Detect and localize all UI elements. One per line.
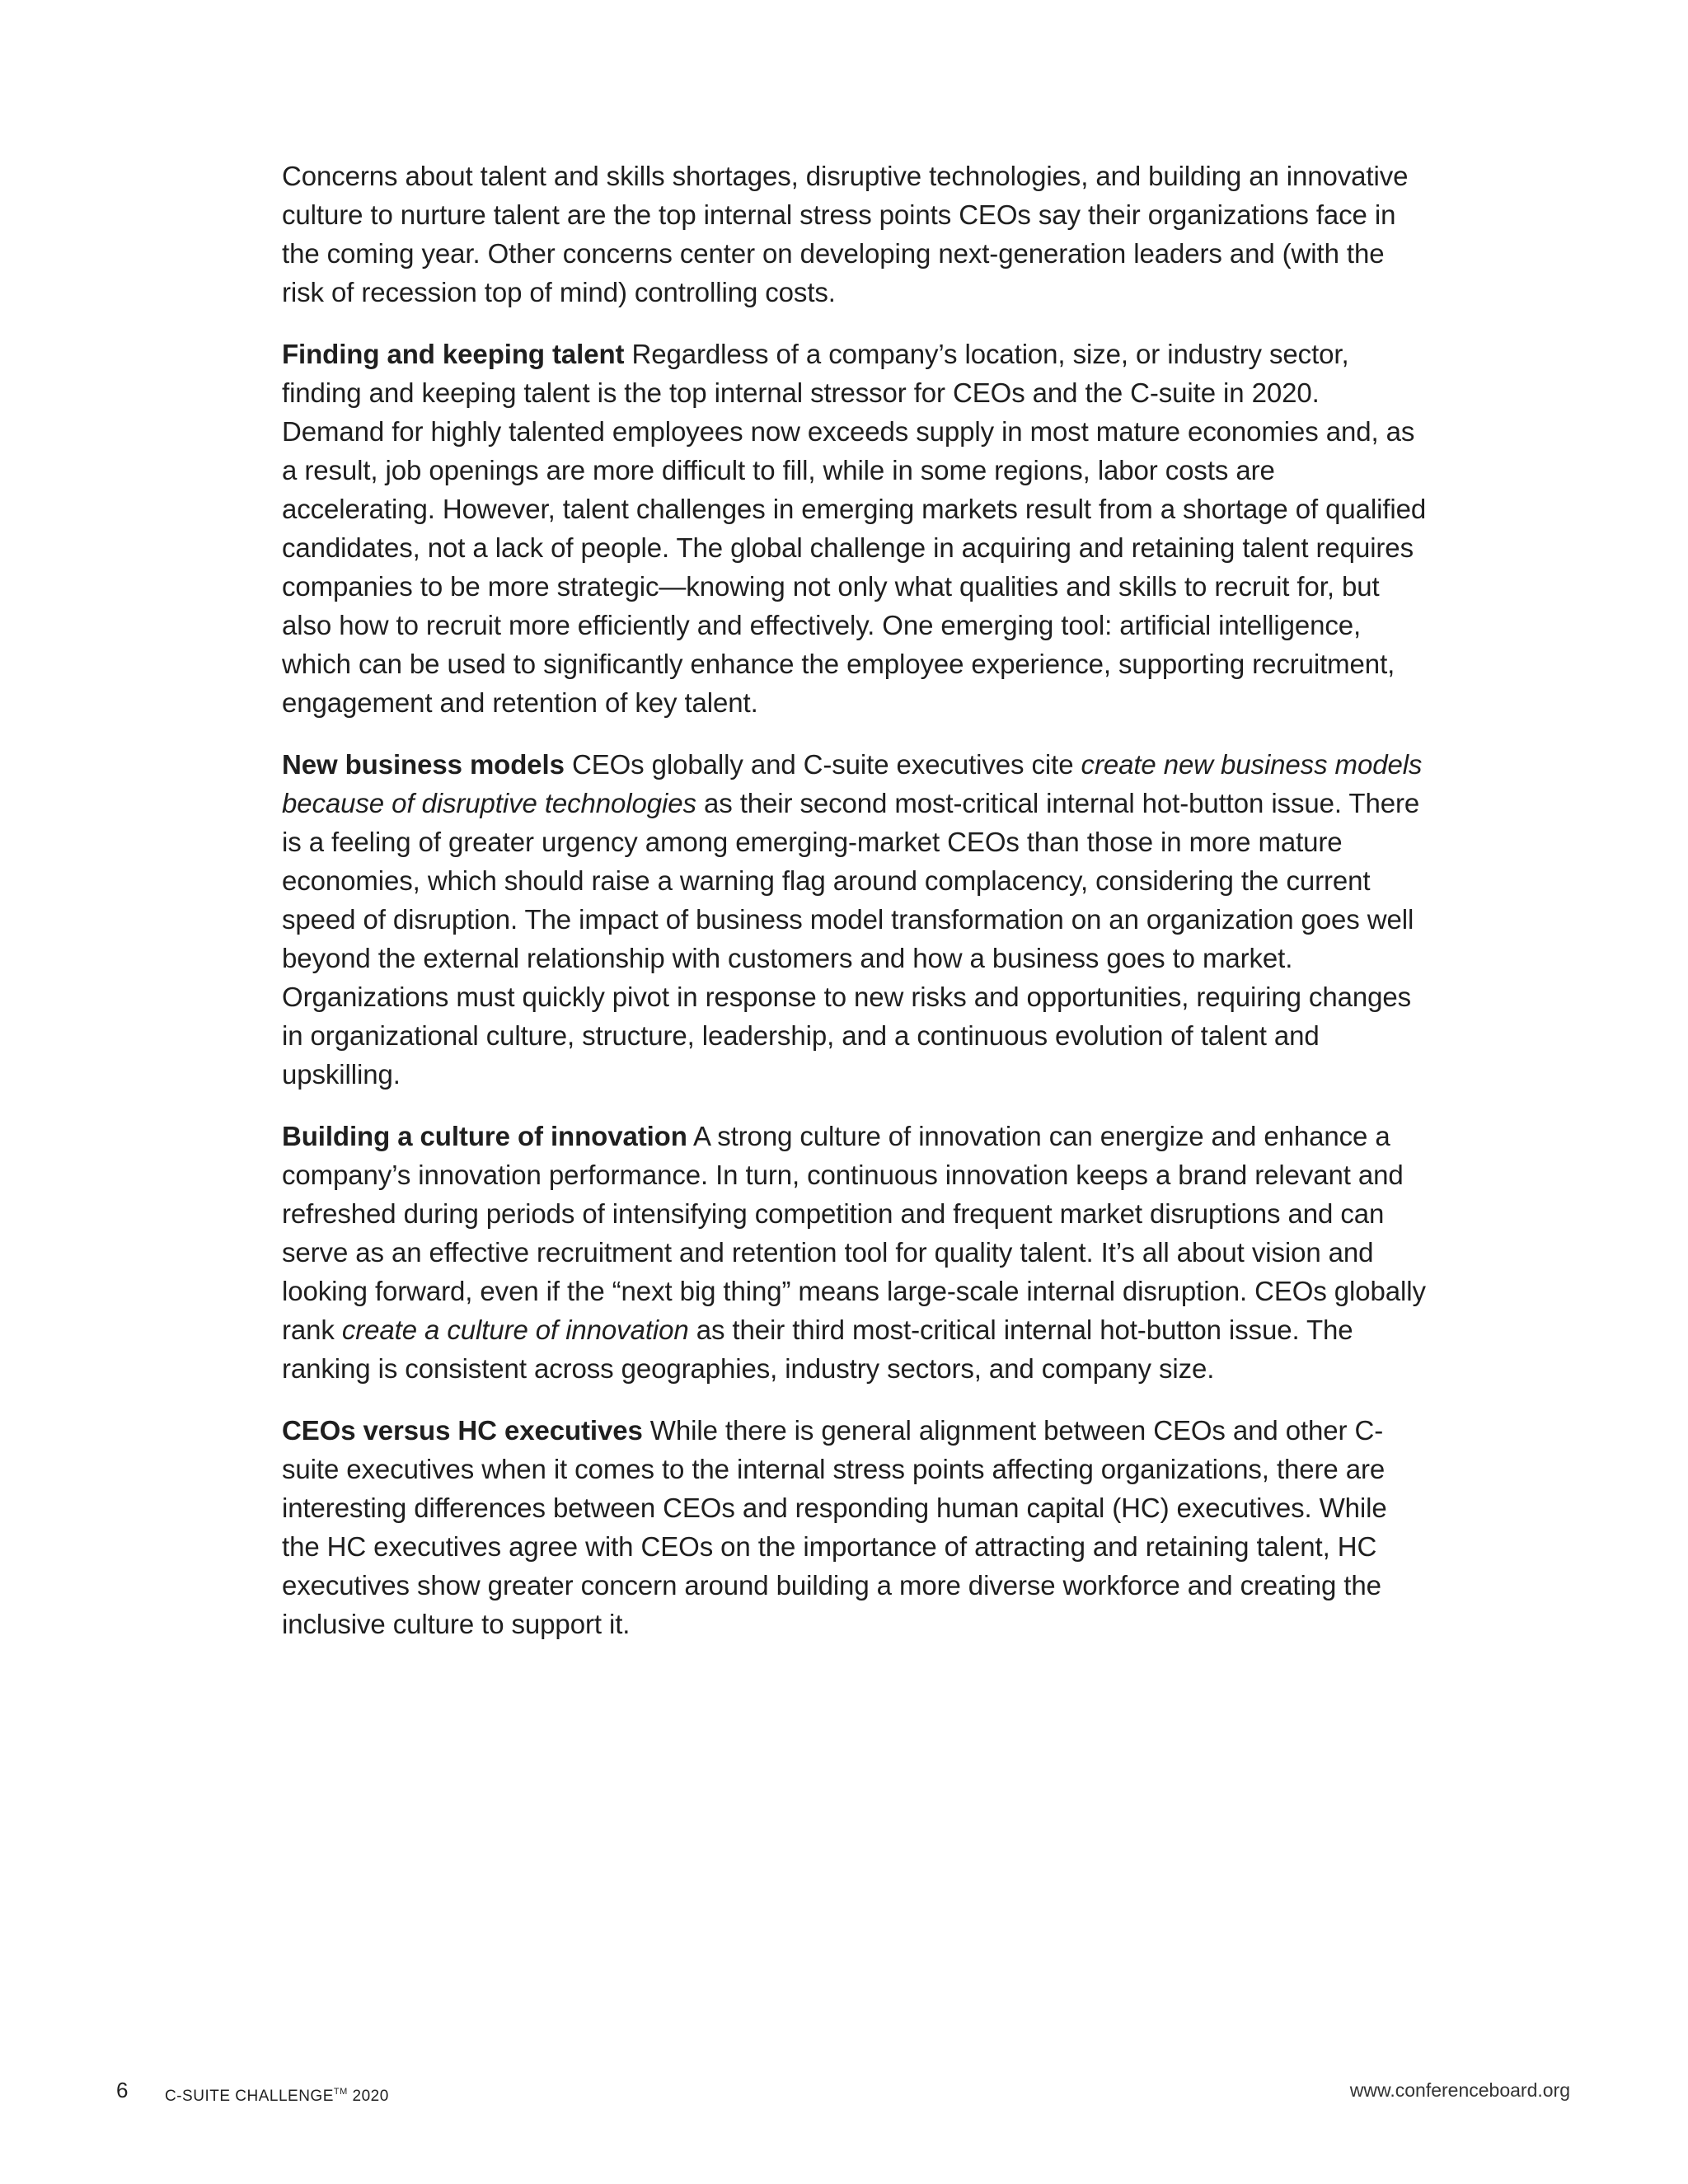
paragraph-finding-keeping-talent (282, 335, 1428, 722)
paragraph-text: CEOs globally and C-suite executives cite (564, 749, 1081, 780)
trademark-symbol: TM (333, 2087, 348, 2097)
paragraph-ceos-versus-hc (282, 1411, 1428, 1643)
report-title-year: 2020 (347, 2088, 389, 2105)
page-footer (0, 2077, 1688, 2110)
paragraph-text: as their third most-critical internal hot-button issue. The ranking is consistent across geographies, industry sectors, and company size. (282, 1315, 1353, 1384)
website-link[interactable]: www.conferenceboard.org (1349, 2079, 1570, 2101)
paragraph-heading: CEOs versus HC executives (282, 1415, 643, 1446)
paragraph-heading: Finding and keeping talent (282, 339, 625, 369)
document-body (282, 157, 1428, 1666)
paragraph-heading: New business models (282, 749, 565, 780)
paragraph-heading: Building a culture of innovation (282, 1121, 687, 1151)
page-number: 6 (116, 2078, 129, 2102)
paragraph-text: Concerns about talent and skills shortages, disruptive technologies, and building an innovative culture to nurture talent are the top internal stress points CEOs say their organizations face in the coming year. Other concerns center on developing next-generation leaders and (with the risk of recession top of mind) controlling costs. (282, 161, 1409, 307)
report-title-main: C-SUITE CHALLENGE (165, 2088, 334, 2105)
italic-phrase: create a culture of innovation (341, 1315, 689, 1345)
paragraph-culture-of-innovation (282, 1117, 1428, 1388)
paragraph-text: as their second most-critical internal hot-button issue. There is a feeling of greater urgency among emerging-market CEOs than those in more mature economies, which should raise a warning flag around complacency, considering the current speed of disruption. The impact of business model transformation on an organization goes well beyond the external relationship with customers and how a business goes to market. Organizations must quickly pivot in response to new risks and opportunities, requiring changes in organizational culture, structure, leadership, and a continuous evolution of talent and upskilling. (282, 788, 1420, 1090)
italic-phrase: create new business models because of disruptive technologies (282, 749, 1423, 818)
paragraph-intro (282, 157, 1428, 312)
paragraph-text: Regardless of a company’s location, size, or industry sector, finding and keeping talent is the top internal stressor for CEOs and the C-suite in 2020. Demand for highly talented employees now exceeds supply in most mature economies and, as a result, job openings are more difficult to fill, while in some regions, labor costs are accelerating. However, talent challenges in emerging markets result from a shortage of qualified candidates, not a lack of people. The global challenge in acquiring and retaining talent requires companies to be more strategic—knowing not only what qualities and skills to recruit for, but also how to recruit more efficiently and effectively. One emerging tool: artificial intelligence, which can be used to significantly enhance the employee experience, supporting recruitment, engagement and retention of key talent. (282, 339, 1427, 718)
paragraph-text: While there is general alignment between CEOs and other C-suite executives when it comes to the internal stress points affecting organizations, there are interesting differences between CEOs and responding human capital (HC) executives. While the HC executives agree with CEOs on the importance of attracting and retaining talent, HC executives show greater concern around building a more diverse workforce and creating the inclusive culture to support it. (282, 1415, 1387, 1639)
report-title (165, 2080, 389, 2108)
paragraph-new-business-models (282, 745, 1428, 1094)
paragraph-text: A strong culture of innovation can energize and enhance a company’s innovation performance. In turn, continuous innovation keeps a brand relevant and refreshed during periods of intensifying competition and frequent market disruptions and can serve as an effective recruitment and retention tool for quality talent. It’s all about vision and looking forward, even if the “next big thing” means large-scale internal disruption. CEOs globally rank (282, 1121, 1426, 1345)
